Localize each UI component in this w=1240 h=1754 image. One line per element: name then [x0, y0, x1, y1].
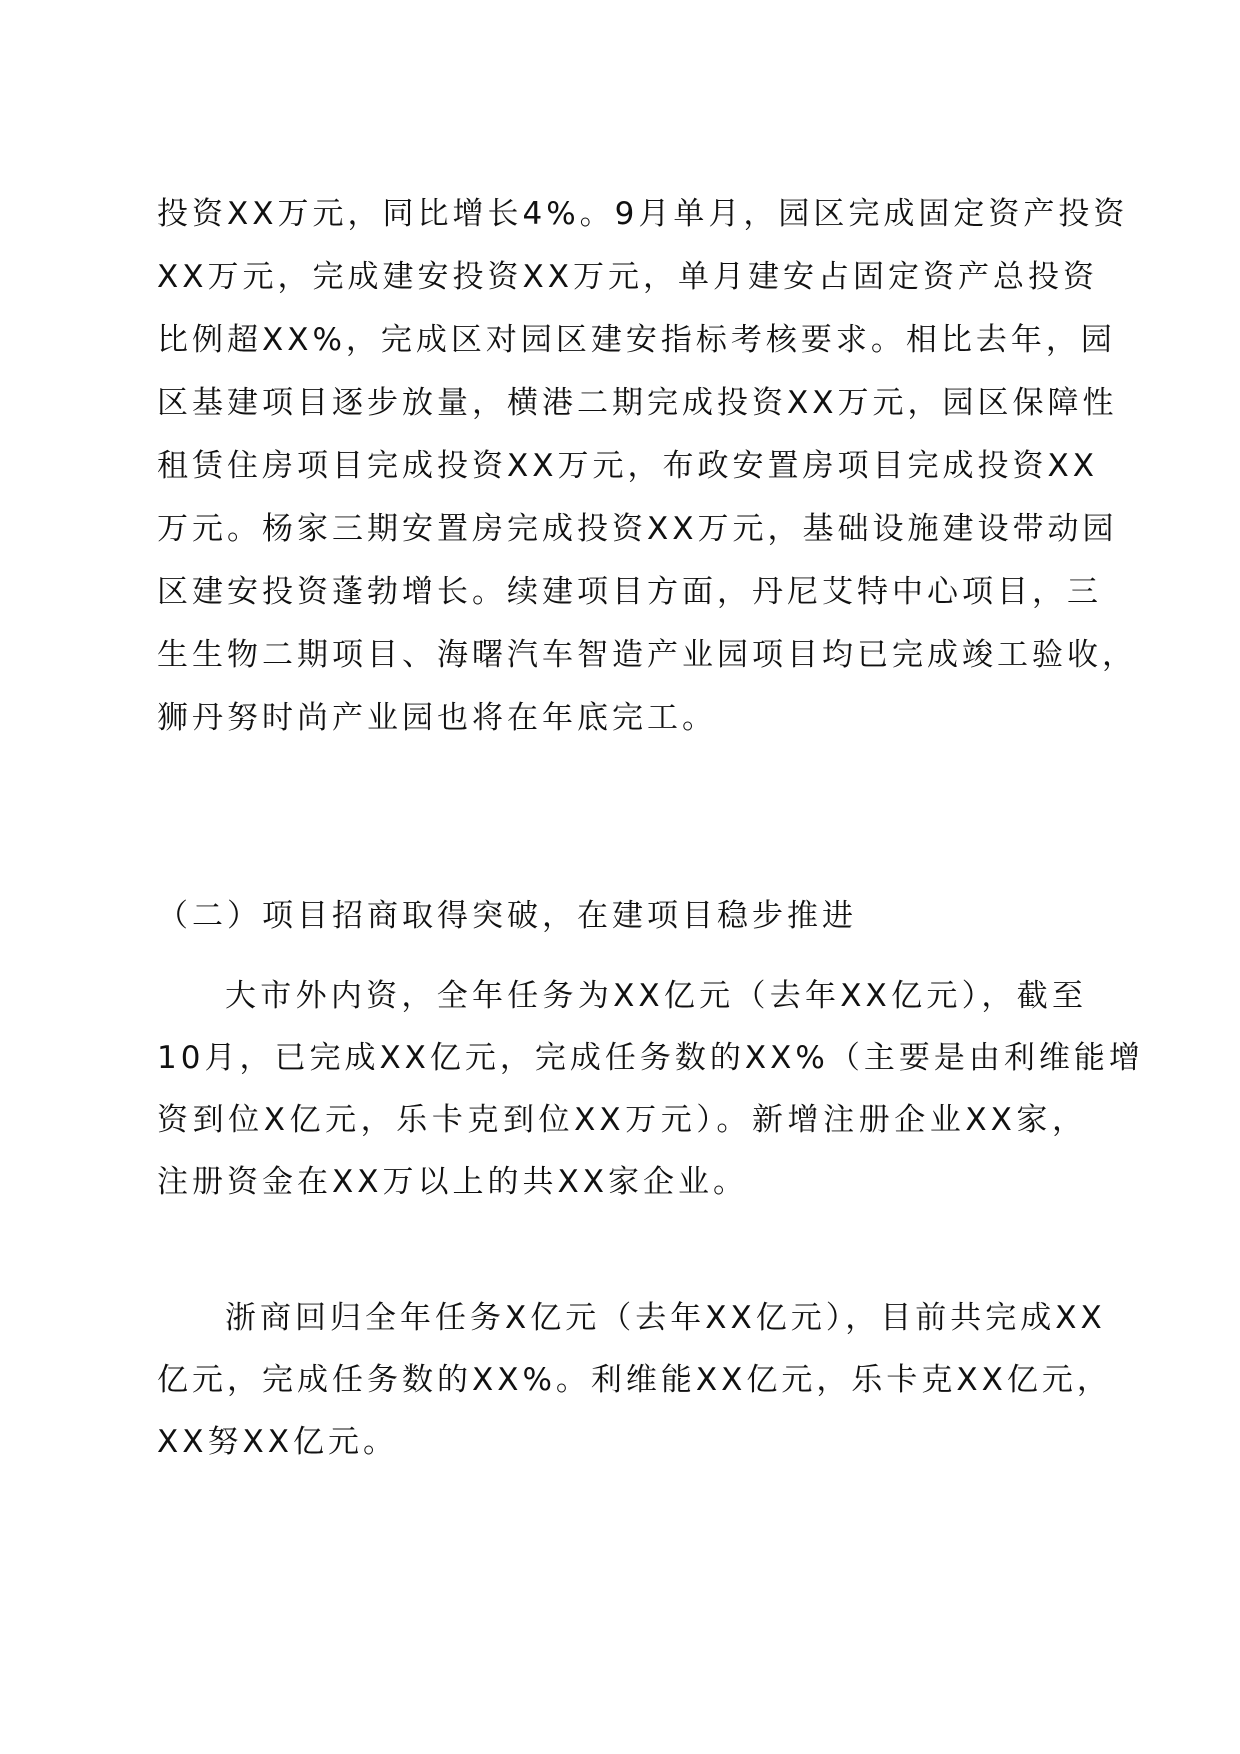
paragraph-3-line-2: 亿元，完成任务数的XX%。利维能XX亿元，乐卡克XX亿元， [157, 1362, 1112, 1398]
paragraph-2-line-2: 10月，已完成XX亿元，完成任务数的XX%（主要是由利维能增 [157, 1040, 1144, 1076]
paragraph-3-line-3: XX努XX亿元。 [157, 1424, 398, 1460]
paragraph-3-line-1: 浙商回归全年任务X亿元（去年XX亿元），目前共完成XX [225, 1300, 1106, 1336]
paragraph-2-line-3: 资到位X亿元，乐卡克到位XX万元）。新增注册企业XX家， [157, 1102, 1087, 1138]
paragraph-1-line-4: 区基建项目逐步放量，横港二期完成投资XX万元，园区保障性 [157, 385, 1118, 421]
paragraph-1-line-2: XX万元，完成建安投资XX万元，单月建安占固定资产总投资 [157, 259, 1098, 295]
paragraph-1-line-8: 生生物二期项目、海曙汽车智造产业园项目均已完成竣工验收， [157, 637, 1137, 673]
paragraph-1-line-9: 狮丹努时尚产业园也将在年底完工。 [157, 700, 717, 736]
paragraph-2-line-1: 大市外内资，全年任务为XX亿元（去年XX亿元），截至 [225, 978, 1087, 1014]
section-heading: （二）项目招商取得突破，在建项目稳步推进 [157, 898, 857, 934]
paragraph-1-line-1: 投资XX万元，同比增长4%。9月单月，园区完成固定资产投资 [157, 196, 1129, 232]
paragraph-1-line-6: 万元。杨家三期安置房完成投资XX万元，基础设施建设带动园 [157, 511, 1118, 547]
paragraph-1-line-5: 租赁住房项目完成投资XX万元，布政安置房项目完成投资XX [157, 448, 1098, 484]
paragraph-1-line-7: 区建安投资蓬勃增长。续建项目方面，丹尼艾特中心项目，三 [157, 574, 1102, 610]
paragraph-1-line-3: 比例超XX%，完成区对园区建安指标考核要求。相比去年，园 [157, 322, 1116, 358]
paragraph-2-line-4: 注册资金在XX万以上的共XX家企业。 [157, 1164, 748, 1200]
